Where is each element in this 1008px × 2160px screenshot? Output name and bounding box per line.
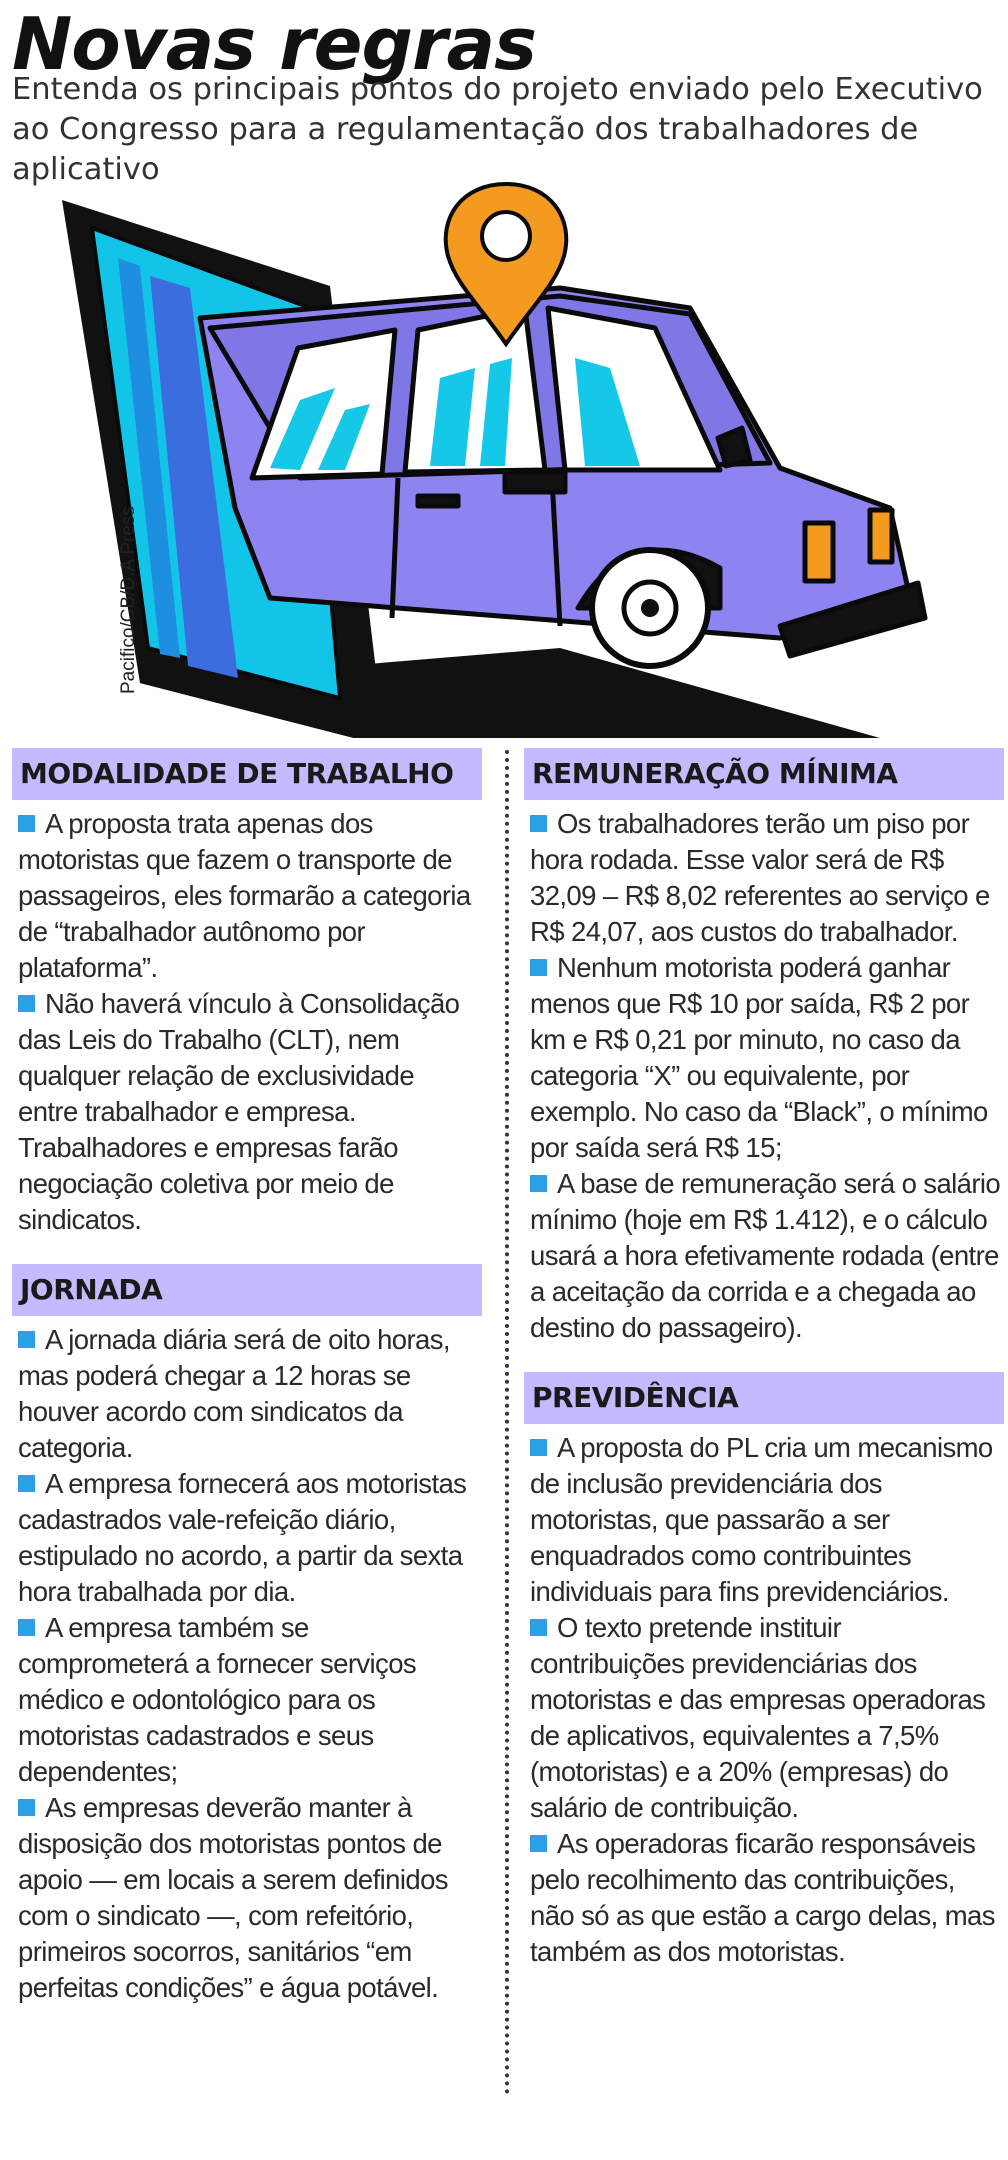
paragraph: [530, 950, 1002, 1166]
section-remuneracao: [524, 748, 1004, 1346]
car-leaving-tablet-illustration: [0, 178, 1008, 738]
section-heading: PREVIDÊNCIA: [524, 1372, 1004, 1424]
square-bullet-icon: [530, 959, 547, 976]
square-bullet-icon: [18, 815, 35, 832]
section-body: [12, 1322, 482, 2006]
paragraph-text: Não haverá vínculo à Consolidação das Leis do Trabalho (CLT), nem qualquer relação de exclusividade entre trabalhador e empresa. Trabalhadores e empresas farão negociação coletiva por meio de sindicatos.: [18, 988, 460, 1235]
paragraph: [18, 1790, 480, 2006]
paragraph: [530, 1826, 1002, 1970]
paragraph: [18, 1610, 480, 1790]
square-bullet-icon: [18, 1475, 35, 1492]
paragraph: [18, 1466, 480, 1610]
paragraph: [530, 1430, 1002, 1610]
paragraph-text: Nenhum motorista poderá ganhar menos que R$ 10 por saída, R$ 2 por km e R$ 0,21 por minuto, no caso da categoria “X” ou equivalente, por exemplo. No caso da “Black”, o mínimo por saída será R$ 15;: [530, 952, 988, 1163]
paragraph-text: As empresas deverão manter à disposição dos motoristas pontos de apoio — em locais a serem definidos com o sindicato —, com refeitório, primeiros socorros, sanitários “em perfeitas condições” e água potável.: [18, 1792, 448, 2003]
paragraph: [530, 1610, 1002, 1826]
paragraph: [18, 806, 480, 986]
section-heading: MODALIDADE DE TRABALHO: [12, 748, 482, 800]
paragraph-text: A jornada diária será de oito horas, mas poderá chegar a 12 horas se houver acordo com sindicatos da categoria.: [18, 1324, 450, 1463]
square-bullet-icon: [18, 1331, 35, 1348]
square-bullet-icon: [530, 1835, 547, 1852]
page-title: Novas regras: [12, 2, 536, 86]
paragraph: [530, 806, 1002, 950]
paragraph: [18, 986, 480, 1238]
paragraph-text: A empresa fornecerá aos motoristas cadastrados vale-refeição diário, estipulado no acordo, a partir da sexta hora trabalhada por dia.: [18, 1468, 467, 1607]
paragraph: [18, 1322, 480, 1466]
square-bullet-icon: [18, 995, 35, 1012]
square-bullet-icon: [18, 1619, 35, 1636]
section-body: [524, 806, 1004, 1346]
square-bullet-icon: [530, 1619, 547, 1636]
page-subtitle: Entenda os principais pontos do projeto enviado pelo Executivo ao Congresso para a regulamentação dos trabalhadores de aplicativo: [12, 72, 983, 187]
paragraph-text: A proposta trata apenas dos motoristas que fazem o transporte de passageiros, eles formarão a categoria de “trabalhador autônomo por plataforma”.: [18, 808, 471, 983]
section-body: [524, 1430, 1004, 1970]
left-column: [12, 748, 482, 2032]
section-heading: REMUNERAÇÃO MÍNIMA: [524, 748, 1004, 800]
section-body: [12, 806, 482, 1238]
paragraph-text: O texto pretende instituir contribuições previdenciárias dos motoristas e das empresas operadoras de aplicativos, equivalentes a 7,5% (motoristas) e a 20% (empresas) do salário de contribuição.: [530, 1612, 986, 1823]
square-bullet-icon: [530, 1439, 547, 1456]
paragraph-text: A base de remuneração será o salário mínimo (hoje em R$ 1.412), e o cálculo usará a hora efetivamente rodada (entre a aceitação da corrida e a chegada ao destino do passageiro).: [530, 1168, 1001, 1343]
section-modalidade: [12, 748, 482, 1238]
section-jornada: [12, 1264, 482, 2006]
paragraph-text: A proposta do PL cria um mecanismo de inclusão previdenciária dos motoristas, que passarão a ser enquadrados como contribuintes individuais para fins previdenciários.: [530, 1432, 993, 1607]
right-column: [524, 748, 1004, 1996]
paragraph-text: Os trabalhadores terão um piso por hora rodada. Esse valor será de R$ 32,09 – R$ 8,02 referentes ao serviço e R$ 24,07, aos custos do trabalhador.: [530, 808, 990, 947]
square-bullet-icon: [18, 1799, 35, 1816]
photo-credit: Pacifico/CB/D.A Press: [118, 506, 139, 694]
section-previdencia: [524, 1372, 1004, 1970]
square-bullet-icon: [530, 1175, 547, 1192]
paragraph-text: A empresa também se comprometerá a fornecer serviços médico e odontológico para os motoristas cadastrados e seus dependentes;: [18, 1612, 417, 1787]
column-divider: [505, 750, 509, 2095]
section-heading: JORNADA: [12, 1264, 482, 1316]
square-bullet-icon: [530, 815, 547, 832]
paragraph: [530, 1166, 1002, 1346]
paragraph-text: As operadoras ficarão responsáveis pelo recolhimento das contribuições, não só as que estão a cargo delas, mas também as dos motoristas.: [530, 1828, 995, 1967]
